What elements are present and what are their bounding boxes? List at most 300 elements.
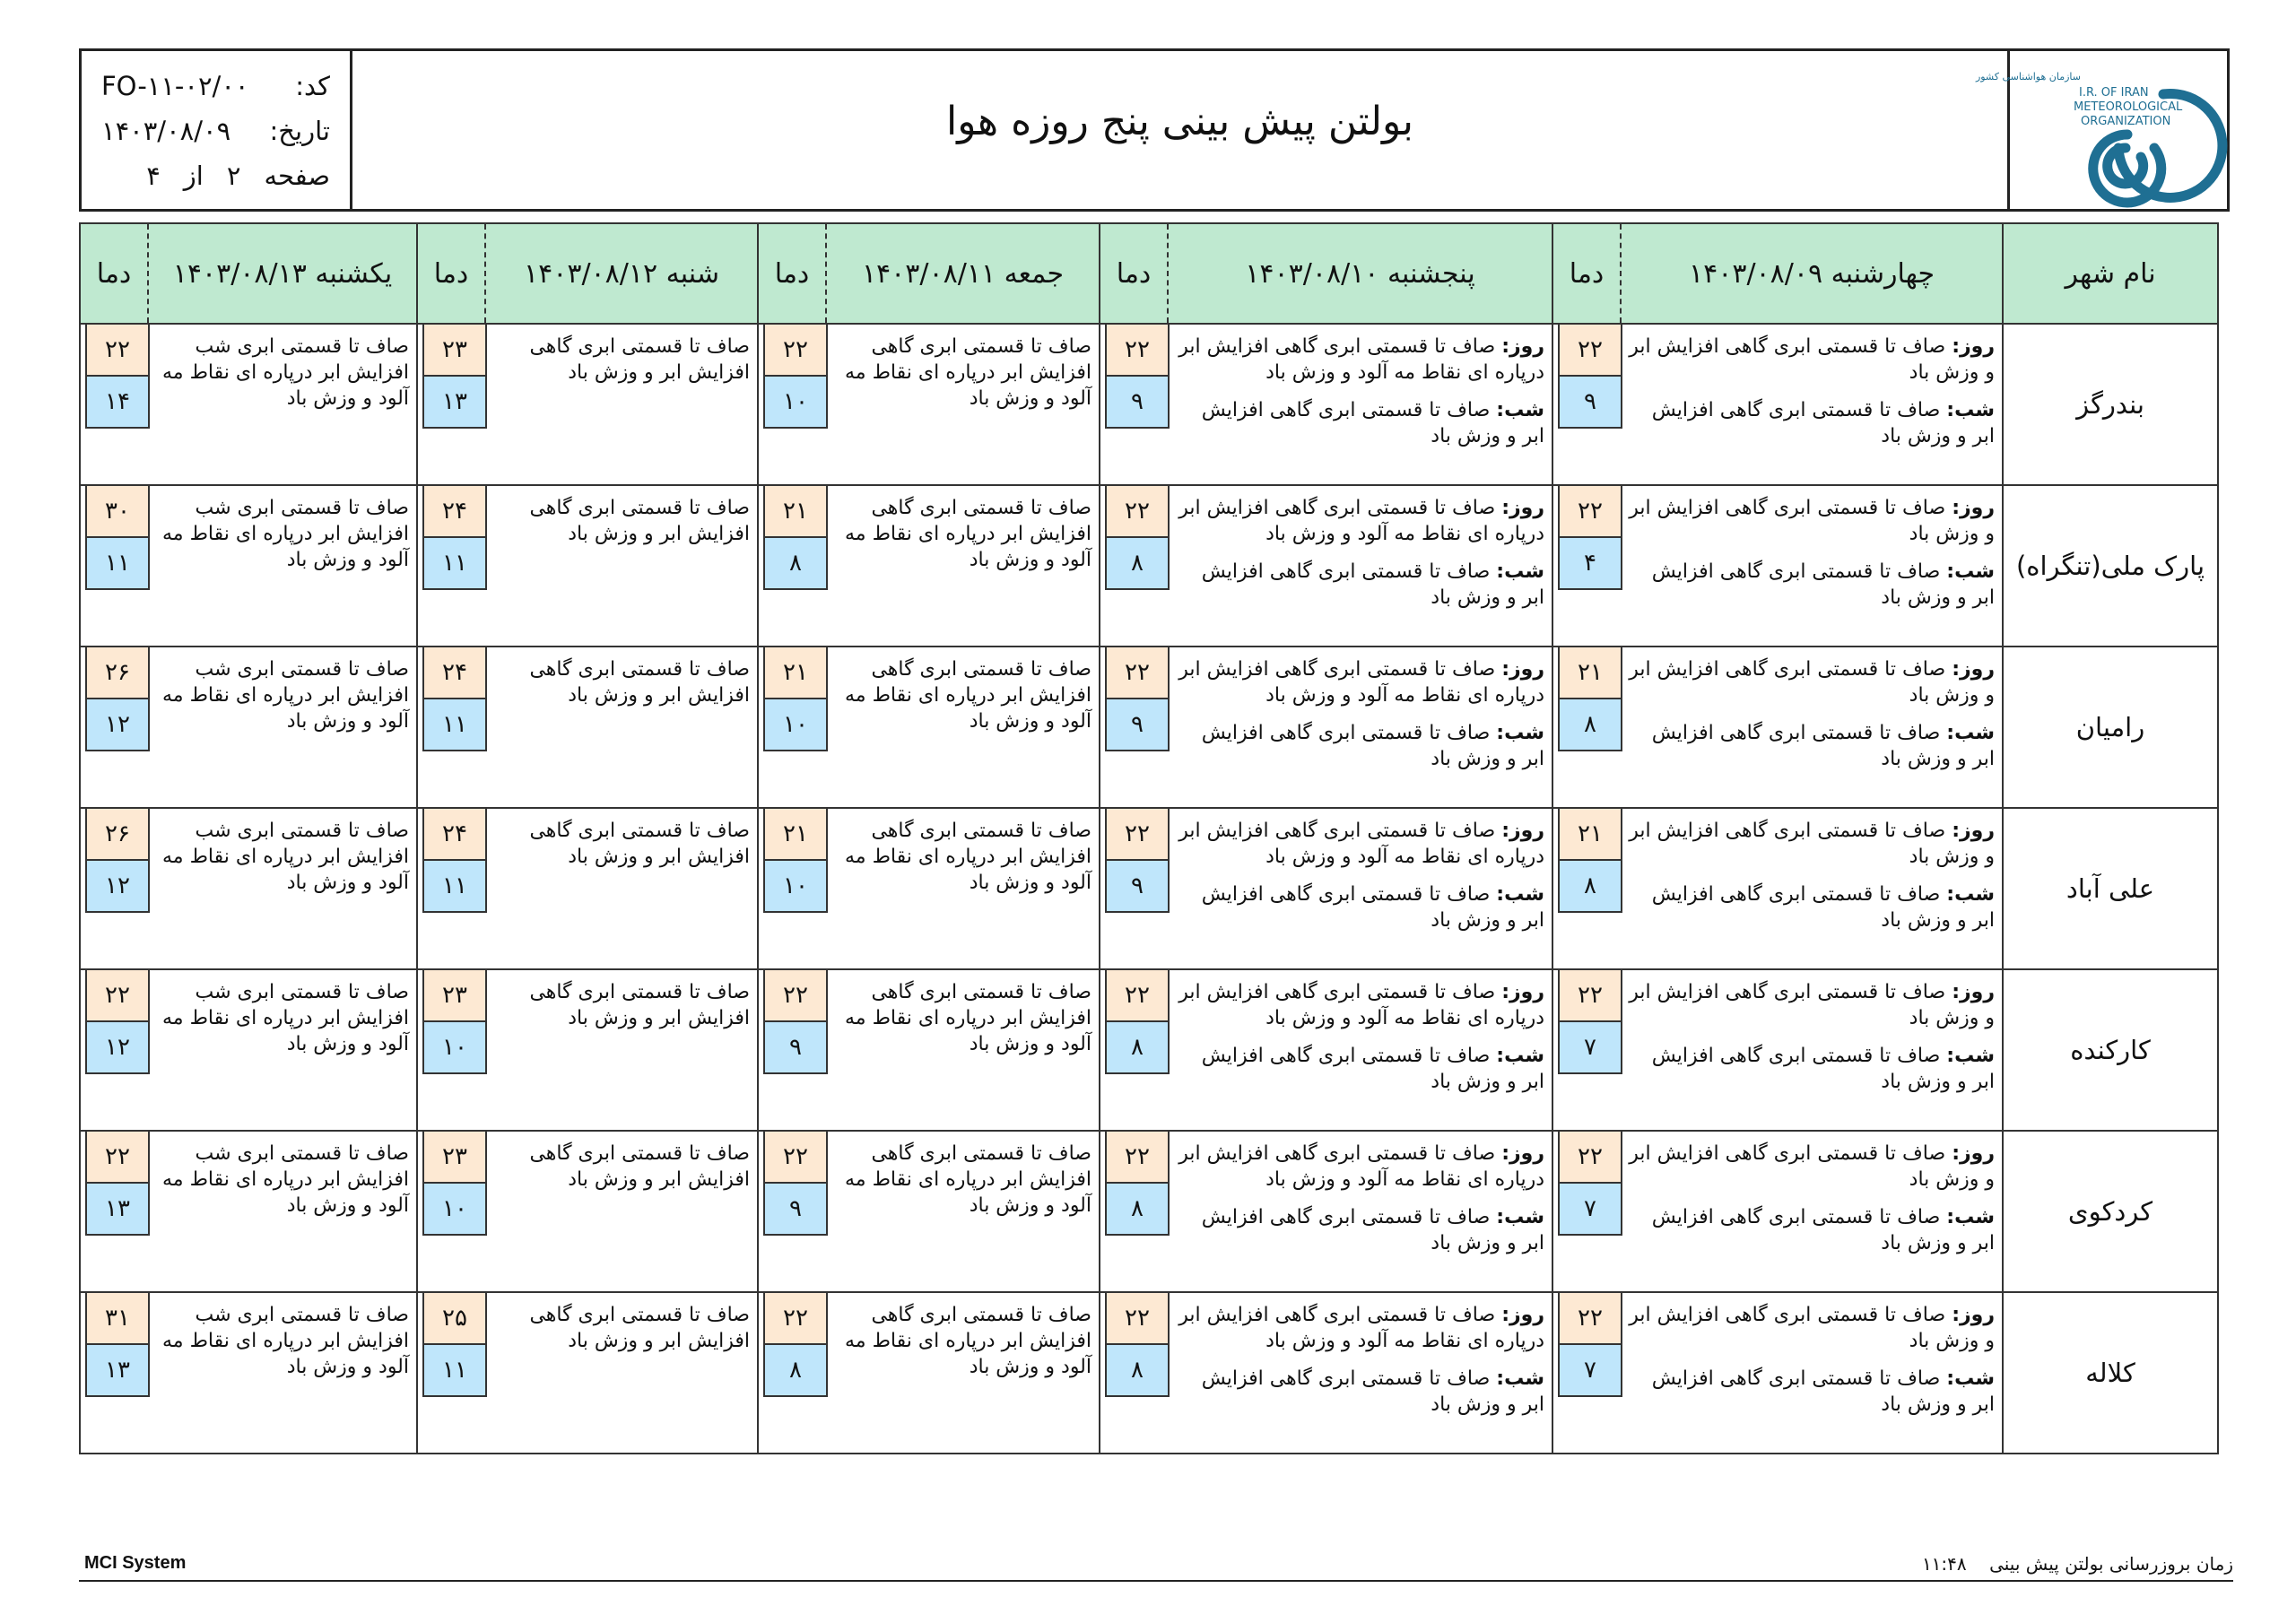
day-label: روز: bbox=[1952, 820, 1995, 842]
forecast-text bbox=[826, 1293, 1099, 1380]
update-time bbox=[1922, 1553, 2233, 1575]
min-temp: ۱۱ bbox=[422, 1343, 487, 1397]
city-name: کلاله bbox=[2003, 1292, 2218, 1454]
night-forecast-text: صاف تا قسمتی ابری گاهی افزایش ابر و وزش باد bbox=[1651, 722, 1995, 770]
forecast-description-cell bbox=[1621, 485, 2003, 647]
forecast-description-cell bbox=[826, 1131, 1100, 1292]
forecast-text bbox=[148, 325, 416, 412]
day-forecast bbox=[1175, 495, 1544, 547]
forecast-text bbox=[1168, 325, 1552, 449]
day-label: روز: bbox=[1501, 820, 1544, 842]
min-temp: ۱۰ bbox=[763, 859, 828, 913]
forecast-text bbox=[826, 1132, 1099, 1219]
table-row bbox=[80, 324, 2218, 485]
forecast-description-cell bbox=[826, 969, 1100, 1131]
temp-column-header: دما bbox=[1552, 223, 1621, 324]
forecast-text-body: صاف تا قسمتی ابری شب افزایش ابر درپاره ای نقاط مه آلود و وزش باد bbox=[162, 1304, 409, 1378]
forecast-text-body: صاف تا قسمتی ابری گاهی افزایش ابر و وزش باد bbox=[529, 820, 750, 868]
temperature-cell bbox=[1552, 1131, 1621, 1292]
max-temp: ۲۳ bbox=[422, 968, 487, 1022]
min-temp: ۸ bbox=[1558, 698, 1622, 751]
forecast-description-cell bbox=[148, 1131, 417, 1292]
forecast-description-cell bbox=[148, 647, 417, 808]
bulletin-header bbox=[79, 48, 2230, 212]
temperature-cell bbox=[758, 808, 826, 969]
forecast-text bbox=[826, 809, 1099, 896]
forecast-text-body: صاف تا قسمتی ابری شب افزایش ابر درپاره ای نقاط مه آلود و وزش باد bbox=[162, 1142, 409, 1217]
max-temp: ۲۲ bbox=[85, 1130, 150, 1184]
logo-text-en-2: METEOROLOGICAL bbox=[2074, 100, 2183, 114]
min-temp: ۱۰ bbox=[763, 375, 828, 429]
day-forecast bbox=[1175, 1141, 1544, 1193]
day-label: روز: bbox=[1952, 981, 1995, 1003]
forecast-body bbox=[80, 324, 2218, 1454]
forecast-description-cell bbox=[485, 485, 758, 647]
forecast-description-cell bbox=[148, 1292, 417, 1454]
max-temp: ۲۲ bbox=[1105, 646, 1170, 699]
max-temp: ۲۳ bbox=[422, 323, 487, 377]
forecast-text bbox=[826, 325, 1099, 412]
min-temp: ۱۴ bbox=[85, 375, 150, 429]
page-title: بولتن پیش بینی پنج روزه هوا bbox=[945, 98, 1414, 144]
temperature-cell bbox=[80, 1292, 148, 1454]
temp-column-header: دما bbox=[417, 223, 485, 324]
forecast-text bbox=[485, 486, 757, 547]
forecast-text-body: صاف تا قسمتی ابری گاهی افزایش ابر درپاره ای نقاط مه آلود و وزش باد bbox=[845, 658, 1091, 733]
max-temp: ۲۲ bbox=[763, 1130, 828, 1184]
temperature-cell bbox=[1552, 324, 1621, 485]
forecast-text bbox=[1168, 1132, 1552, 1256]
day-label: روز: bbox=[1501, 1304, 1544, 1326]
night-forecast-text: صاف تا قسمتی ابری گاهی افزایش ابر و وزش باد bbox=[1651, 883, 1995, 932]
night-label: شب: bbox=[1496, 1367, 1544, 1390]
night-label: شب: bbox=[1946, 1045, 1995, 1067]
forecast-description-cell bbox=[485, 808, 758, 969]
day-forecast bbox=[1175, 818, 1544, 870]
forecast-text bbox=[485, 1293, 757, 1354]
city-column-header: نام شهر bbox=[2003, 223, 2218, 324]
page-footer bbox=[79, 1544, 2233, 1582]
day-forecast-text: صاف تا قسمتی ابری گاهی افزایش ابر درپاره ای نقاط مه آلود و وزش باد bbox=[1178, 335, 1544, 384]
temperature-cell bbox=[417, 808, 485, 969]
night-label: شب: bbox=[1496, 722, 1544, 744]
logo-text-en-3: ORGANIZATION bbox=[2081, 115, 2171, 128]
day-column-header: پنجشنبه ۱۴۰۳/۰۸/۱۰ bbox=[1168, 223, 1552, 324]
night-forecast-text: صاف تا قسمتی ابری گاهی افزایش ابر و وزش باد bbox=[1201, 560, 1544, 609]
max-temp: ۲۲ bbox=[1558, 1291, 1622, 1345]
night-forecast-text: صاف تا قسمتی ابری گاهی افزایش ابر و وزش باد bbox=[1651, 1206, 1995, 1254]
min-temp: ۱۱ bbox=[422, 698, 487, 751]
day-forecast bbox=[1175, 1302, 1544, 1354]
max-temp: ۲۱ bbox=[1558, 646, 1622, 699]
max-temp: ۲۲ bbox=[1558, 484, 1622, 538]
temp-column-header: دما bbox=[758, 223, 826, 324]
forecast-text bbox=[485, 647, 757, 708]
temp-column-header: دما bbox=[80, 223, 148, 324]
max-temp: ۲۳ bbox=[422, 1130, 487, 1184]
night-label: شب: bbox=[1496, 1045, 1544, 1067]
table-header-row bbox=[80, 223, 2218, 324]
min-temp: ۸ bbox=[1105, 536, 1170, 590]
max-temp: ۲۲ bbox=[1105, 1130, 1170, 1184]
temperature-cell bbox=[1552, 485, 1621, 647]
temperature-cell bbox=[758, 969, 826, 1131]
day-forecast bbox=[1628, 979, 1995, 1031]
logo-text-fa: سازمان هواشناسی کشور bbox=[1975, 71, 2081, 82]
forecast-text-body: صاف تا قسمتی ابری شب افزایش ابر درپاره ای نقاط مه آلود و وزش باد bbox=[162, 981, 409, 1055]
forecast-description-cell bbox=[1168, 1131, 1552, 1292]
temperature-cell bbox=[1100, 324, 1168, 485]
night-forecast-text: صاف تا قسمتی ابری گاهی افزایش ابر و وزش باد bbox=[1201, 883, 1544, 932]
min-temp: ۱۲ bbox=[85, 859, 150, 913]
forecast-description-cell bbox=[485, 324, 758, 485]
day-label: روز: bbox=[1501, 497, 1544, 519]
temperature-cell bbox=[417, 647, 485, 808]
day-label: روز: bbox=[1952, 1142, 1995, 1165]
night-forecast bbox=[1628, 1204, 1995, 1256]
max-temp: ۲۲ bbox=[1558, 323, 1622, 377]
day-forecast bbox=[1175, 334, 1544, 386]
forecast-text bbox=[485, 1132, 757, 1193]
temperature-cell bbox=[1100, 647, 1168, 808]
forecast-text-body: صاف تا قسمتی ابری گاهی افزایش ابر درپاره ای نقاط مه آلود و وزش باد bbox=[845, 335, 1091, 410]
forecast-text bbox=[1621, 1132, 2002, 1256]
day-label: روز: bbox=[1952, 658, 1995, 681]
temperature-cell bbox=[1552, 1292, 1621, 1454]
max-temp: ۳۱ bbox=[85, 1291, 150, 1345]
forecast-text-body: صاف تا قسمتی ابری گاهی افزایش ابر درپاره ای نقاط مه آلود و وزش باد bbox=[845, 497, 1091, 571]
min-temp: ۷ bbox=[1558, 1182, 1622, 1236]
min-temp: ۹ bbox=[1558, 375, 1622, 429]
table-row bbox=[80, 1131, 2218, 1292]
forecast-text bbox=[485, 970, 757, 1031]
night-forecast-text: صاف تا قسمتی ابری گاهی افزایش ابر و وزش باد bbox=[1201, 1206, 1544, 1254]
night-label: شب: bbox=[1946, 1206, 1995, 1228]
temperature-cell bbox=[1100, 485, 1168, 647]
forecast-description-cell bbox=[148, 324, 417, 485]
date-value: ۱۴۰۳/۰۸/۰۹ bbox=[101, 116, 231, 146]
min-temp: ۹ bbox=[1105, 375, 1170, 429]
day-forecast bbox=[1175, 656, 1544, 708]
forecast-text-body: صاف تا قسمتی ابری گاهی افزایش ابر درپاره ای نقاط مه آلود و وزش باد bbox=[845, 1142, 1091, 1217]
min-temp: ۹ bbox=[1105, 698, 1170, 751]
forecast-description-cell bbox=[826, 647, 1100, 808]
day-forecast-text: صاف تا قسمتی ابری گاهی افزایش ابر و وزش باد bbox=[1629, 1142, 1995, 1191]
max-temp: ۲۲ bbox=[85, 323, 150, 377]
temperature-cell bbox=[80, 647, 148, 808]
forecast-description-cell bbox=[1621, 1292, 2003, 1454]
night-forecast bbox=[1628, 559, 1995, 611]
min-temp: ۹ bbox=[1105, 859, 1170, 913]
temperature-cell bbox=[758, 1131, 826, 1292]
day-forecast-text: صاف تا قسمتی ابری گاهی افزایش ابر درپاره ای نقاط مه آلود و وزش باد bbox=[1178, 1142, 1544, 1191]
night-forecast bbox=[1175, 1204, 1544, 1256]
max-temp: ۲۲ bbox=[1105, 323, 1170, 377]
day-forecast-text: صاف تا قسمتی ابری گاهی افزایش ابر درپاره ای نقاط مه آلود و وزش باد bbox=[1178, 658, 1544, 707]
day-label: روز: bbox=[1501, 981, 1544, 1003]
day-column-header: چهارشنبه ۱۴۰۳/۰۸/۰۹ bbox=[1621, 223, 2003, 324]
night-label: شب: bbox=[1946, 399, 1995, 421]
city-name: بندرگز bbox=[2003, 324, 2218, 485]
forecast-description-cell bbox=[826, 808, 1100, 969]
forecast-table bbox=[79, 222, 2219, 1454]
min-temp: ۱۱ bbox=[85, 536, 150, 590]
forecast-description-cell bbox=[148, 485, 417, 647]
forecast-text-body: صاف تا قسمتی ابری گاهی افزایش ابر و وزش باد bbox=[529, 981, 750, 1029]
forecast-description-cell bbox=[1168, 969, 1552, 1131]
max-temp: ۲۵ bbox=[422, 1291, 487, 1345]
forecast-description-cell bbox=[826, 485, 1100, 647]
day-forecast-text: صاف تا قسمتی ابری گاهی افزایش ابر و وزش باد bbox=[1629, 820, 1995, 868]
night-label: شب: bbox=[1496, 399, 1544, 421]
night-label: شب: bbox=[1946, 560, 1995, 583]
forecast-text bbox=[1168, 1293, 1552, 1418]
day-forecast bbox=[1628, 656, 1995, 708]
temperature-cell bbox=[417, 485, 485, 647]
forecast-text bbox=[826, 647, 1099, 734]
forecast-description-cell bbox=[1168, 808, 1552, 969]
forecast-text bbox=[148, 1132, 416, 1219]
max-temp: ۲۲ bbox=[1105, 807, 1170, 861]
forecast-description-cell bbox=[148, 969, 417, 1131]
night-forecast bbox=[1175, 1366, 1544, 1418]
table-row bbox=[80, 969, 2218, 1131]
forecast-text bbox=[1621, 486, 2002, 611]
temperature-cell bbox=[80, 1131, 148, 1292]
min-temp: ۱۳ bbox=[85, 1343, 150, 1397]
forecast-text-body: صاف تا قسمتی ابری گاهی افزایش ابر درپاره ای نقاط مه آلود و وزش باد bbox=[845, 981, 1091, 1055]
max-temp: ۲۱ bbox=[763, 646, 828, 699]
document-meta bbox=[82, 51, 352, 209]
forecast-text-body: صاف تا قسمتی ابری شب افزایش ابر درپاره ای نقاط مه آلود و وزش باد bbox=[162, 335, 409, 410]
night-forecast bbox=[1628, 1366, 1995, 1418]
temperature-cell bbox=[758, 647, 826, 808]
forecast-text bbox=[826, 486, 1099, 573]
forecast-description-cell bbox=[1621, 1131, 2003, 1292]
night-label: شب: bbox=[1946, 722, 1995, 744]
temperature-cell bbox=[80, 324, 148, 485]
night-label: شب: bbox=[1496, 883, 1544, 906]
day-forecast bbox=[1628, 334, 1995, 386]
min-temp: ۷ bbox=[1558, 1020, 1622, 1074]
update-time-label: زمان بروزرسانی بولتن پیش بینی bbox=[1989, 1553, 2233, 1575]
night-forecast bbox=[1175, 720, 1544, 772]
day-label: روز: bbox=[1501, 658, 1544, 681]
min-temp: ۸ bbox=[1105, 1343, 1170, 1397]
forecast-description-cell bbox=[826, 1292, 1100, 1454]
day-forecast-text: صاف تا قسمتی ابری گاهی افزایش ابر درپاره ای نقاط مه آلود و وزش باد bbox=[1178, 1304, 1544, 1352]
night-forecast-text: صاف تا قسمتی ابری گاهی افزایش ابر و وزش باد bbox=[1201, 722, 1544, 770]
forecast-text bbox=[148, 1293, 416, 1380]
max-temp: ۲۶ bbox=[85, 646, 150, 699]
temperature-cell bbox=[758, 1292, 826, 1454]
min-temp: ۱۰ bbox=[763, 698, 828, 751]
forecast-text bbox=[1168, 809, 1552, 933]
temperature-cell bbox=[1100, 969, 1168, 1131]
forecast-text-body: صاف تا قسمتی ابری شب افزایش ابر درپاره ای نقاط مه آلود و وزش باد bbox=[162, 497, 409, 571]
min-temp: ۱۱ bbox=[422, 536, 487, 590]
night-forecast bbox=[1628, 397, 1995, 449]
night-forecast-text: صاف تا قسمتی ابری گاهی افزایش ابر و وزش باد bbox=[1651, 1045, 1995, 1093]
forecast-text-body: صاف تا قسمتی ابری گاهی افزایش ابر درپاره ای نقاط مه آلود و وزش باد bbox=[845, 1304, 1091, 1378]
min-temp: ۸ bbox=[1558, 859, 1622, 913]
day-forecast bbox=[1175, 979, 1544, 1031]
max-temp: ۲۲ bbox=[1558, 968, 1622, 1022]
max-temp: ۲۲ bbox=[1105, 484, 1170, 538]
forecast-description-cell bbox=[1621, 324, 2003, 485]
forecast-text bbox=[826, 970, 1099, 1057]
organization-logo bbox=[1975, 51, 2227, 209]
max-temp: ۲۱ bbox=[1558, 807, 1622, 861]
min-temp: ۸ bbox=[1105, 1182, 1170, 1236]
table-row bbox=[80, 1292, 2218, 1454]
system-name: MCI System bbox=[84, 1553, 187, 1573]
min-temp: ۷ bbox=[1558, 1343, 1622, 1397]
temperature-cell bbox=[1552, 647, 1621, 808]
min-temp: ۱۲ bbox=[85, 1020, 150, 1074]
temperature-cell bbox=[417, 1292, 485, 1454]
night-forecast bbox=[1628, 881, 1995, 933]
min-temp: ۱۳ bbox=[422, 375, 487, 429]
night-forecast bbox=[1175, 397, 1544, 449]
temp-column-header: دما bbox=[1100, 223, 1168, 324]
max-temp: ۲۴ bbox=[422, 807, 487, 861]
forecast-description-cell bbox=[826, 324, 1100, 485]
forecast-description-cell bbox=[1168, 485, 1552, 647]
temperature-cell bbox=[1100, 1131, 1168, 1292]
table-row bbox=[80, 647, 2218, 808]
temperature-cell bbox=[80, 969, 148, 1131]
forecast-description-cell bbox=[485, 647, 758, 808]
min-temp: ۹ bbox=[763, 1020, 828, 1074]
city-name: رامیان bbox=[2003, 647, 2218, 808]
forecast-text bbox=[1168, 486, 1552, 611]
forecast-text bbox=[1168, 970, 1552, 1095]
temperature-cell bbox=[1552, 808, 1621, 969]
page-total: ۴ bbox=[146, 161, 161, 191]
night-forecast bbox=[1175, 559, 1544, 611]
max-temp: ۲۶ bbox=[85, 807, 150, 861]
min-temp: ۱۲ bbox=[85, 698, 150, 751]
max-temp: ۲۲ bbox=[763, 1291, 828, 1345]
temperature-cell bbox=[80, 808, 148, 969]
forecast-text bbox=[485, 809, 757, 870]
code-label: کد: bbox=[295, 71, 330, 101]
forecast-description-cell bbox=[1621, 969, 2003, 1131]
date-label: تاریخ: bbox=[269, 116, 330, 146]
day-column-header: شنبه ۱۴۰۳/۰۸/۱۲ bbox=[485, 223, 758, 324]
forecast-description-cell bbox=[1621, 647, 2003, 808]
max-temp: ۲۲ bbox=[1105, 968, 1170, 1022]
forecast-description-cell bbox=[1168, 1292, 1552, 1454]
temperature-cell bbox=[417, 1131, 485, 1292]
night-forecast-text: صاف تا قسمتی ابری گاهی افزایش ابر و وزش باد bbox=[1201, 1045, 1544, 1093]
night-label: شب: bbox=[1496, 560, 1544, 583]
day-column-header: جمعه ۱۴۰۳/۰۸/۱۱ bbox=[826, 223, 1100, 324]
temperature-cell bbox=[417, 969, 485, 1131]
night-forecast-text: صاف تا قسمتی ابری گاهی افزایش ابر و وزش باد bbox=[1651, 399, 1995, 447]
max-temp: ۲۱ bbox=[763, 484, 828, 538]
night-forecast bbox=[1175, 1043, 1544, 1095]
city-name: کردکوی bbox=[2003, 1131, 2218, 1292]
table-row bbox=[80, 485, 2218, 647]
night-label: شب: bbox=[1496, 1206, 1544, 1228]
min-temp: ۸ bbox=[763, 1343, 828, 1397]
day-label: روز: bbox=[1952, 497, 1995, 519]
day-forecast bbox=[1628, 495, 1995, 547]
day-label: روز: bbox=[1952, 335, 1995, 358]
forecast-text bbox=[1621, 1293, 2002, 1418]
day-forecast-text: صاف تا قسمتی ابری گاهی افزایش ابر و وزش باد bbox=[1629, 658, 1995, 707]
min-temp: ۱۰ bbox=[422, 1020, 487, 1074]
forecast-text-body: صاف تا قسمتی ابری گاهی افزایش ابر و وزش باد bbox=[529, 1142, 750, 1191]
forecast-text-body: صاف تا قسمتی ابری شب افزایش ابر درپاره ای نقاط مه آلود و وزش باد bbox=[162, 820, 409, 894]
day-forecast bbox=[1628, 1141, 1995, 1193]
max-temp: ۲۲ bbox=[1105, 1291, 1170, 1345]
night-forecast-text: صاف تا قسمتی ابری گاهی افزایش ابر و وزش باد bbox=[1201, 399, 1544, 447]
forecast-description-cell bbox=[485, 1292, 758, 1454]
forecast-description-cell bbox=[1168, 324, 1552, 485]
forecast-text bbox=[1621, 809, 2002, 933]
day-forecast bbox=[1628, 1302, 1995, 1354]
max-temp: ۲۱ bbox=[763, 807, 828, 861]
forecast-text bbox=[485, 325, 757, 386]
night-label: شب: bbox=[1946, 883, 1995, 906]
temperature-cell bbox=[80, 485, 148, 647]
max-temp: ۲۴ bbox=[422, 646, 487, 699]
forecast-text-body: صاف تا قسمتی ابری شب افزایش ابر درپاره ای نقاط مه آلود و وزش باد bbox=[162, 658, 409, 733]
forecast-text-body: صاف تا قسمتی ابری گاهی افزایش ابر درپاره ای نقاط مه آلود و وزش باد bbox=[845, 820, 1091, 894]
night-forecast bbox=[1628, 1043, 1995, 1095]
day-forecast-text: صاف تا قسمتی ابری گاهی افزایش ابر درپاره ای نقاط مه آلود و وزش باد bbox=[1178, 497, 1544, 545]
city-name: پارک ملی(تنگراه) bbox=[2003, 485, 2218, 647]
min-temp: ۸ bbox=[763, 536, 828, 590]
night-forecast bbox=[1175, 881, 1544, 933]
temperature-cell bbox=[1100, 1292, 1168, 1454]
max-temp: ۲۲ bbox=[85, 968, 150, 1022]
min-temp: ۹ bbox=[763, 1182, 828, 1236]
forecast-description-cell bbox=[148, 808, 417, 969]
day-forecast bbox=[1628, 818, 1995, 870]
day-forecast-text: صاف تا قسمتی ابری گاهی افزایش ابر و وزش باد bbox=[1629, 1304, 1995, 1352]
forecast-text bbox=[148, 970, 416, 1057]
max-temp: ۳۰ bbox=[85, 484, 150, 538]
temperature-cell bbox=[758, 324, 826, 485]
forecast-text-body: صاف تا قسمتی ابری گاهی افزایش ابر و وزش باد bbox=[529, 658, 750, 707]
temperature-cell bbox=[1552, 969, 1621, 1131]
forecast-text bbox=[148, 647, 416, 734]
forecast-text bbox=[148, 809, 416, 896]
city-name: علی آباد bbox=[2003, 808, 2218, 969]
day-forecast-text: صاف تا قسمتی ابری گاهی افزایش ابر درپاره ای نقاط مه آلود و وزش باد bbox=[1178, 981, 1544, 1029]
day-label: روز: bbox=[1501, 335, 1544, 358]
forecast-description-cell bbox=[485, 969, 758, 1131]
night-forecast-text: صاف تا قسمتی ابری گاهی افزایش ابر و وزش باد bbox=[1651, 560, 1995, 609]
night-forecast bbox=[1628, 720, 1995, 772]
page-current: ۲ bbox=[226, 161, 241, 191]
min-temp: ۴ bbox=[1558, 536, 1622, 590]
forecast-description-cell bbox=[1621, 808, 2003, 969]
night-label: شب: bbox=[1946, 1367, 1995, 1390]
forecast-text-body: صاف تا قسمتی ابری گاهی افزایش ابر و وزش باد bbox=[529, 335, 750, 384]
temperature-cell bbox=[758, 485, 826, 647]
temperature-cell bbox=[1100, 808, 1168, 969]
day-forecast-text: صاف تا قسمتی ابری گاهی افزایش ابر درپاره ای نقاط مه آلود و وزش باد bbox=[1178, 820, 1544, 868]
logo-text-en-1: I.R. OF IRAN bbox=[2079, 86, 2149, 100]
day-label: روز: bbox=[1501, 1142, 1544, 1165]
forecast-description-cell bbox=[1168, 647, 1552, 808]
night-forecast-text: صاف تا قسمتی ابری گاهی افزایش ابر و وزش باد bbox=[1651, 1367, 1995, 1416]
